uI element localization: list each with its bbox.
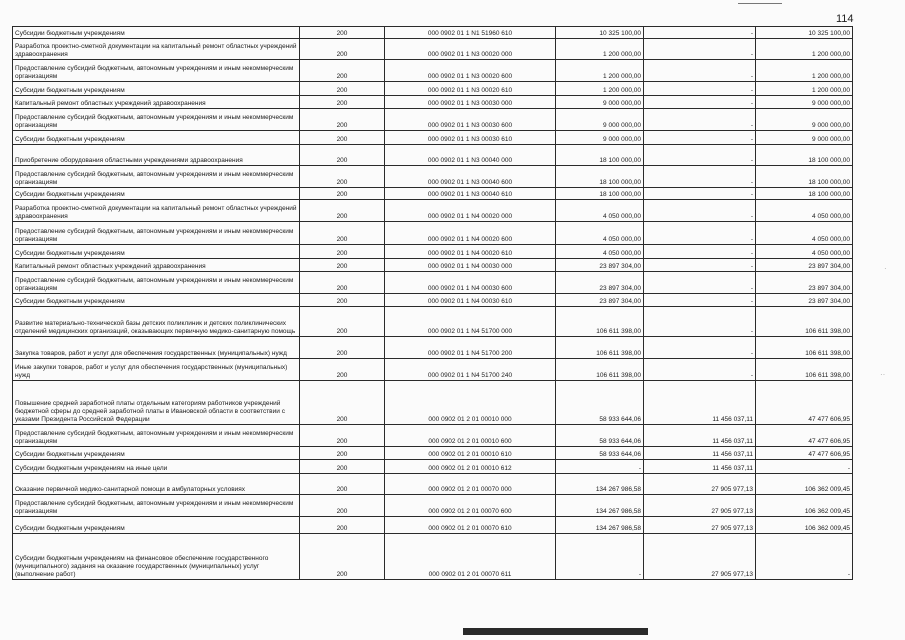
row-code: 200 xyxy=(300,474,385,495)
row-executed-amount: 10 325 100,00 xyxy=(756,27,853,39)
row-code: 200 xyxy=(300,131,385,145)
row-classification-code: 000 0902 01 2 01 00010 612 xyxy=(385,460,556,474)
row-executed-amount: 18 100 000,00 xyxy=(756,188,853,200)
row-classification-code: 000 0902 01 1 N3 00020 610 xyxy=(385,82,556,96)
row-change-amount: 11 456 037,11 xyxy=(644,460,756,474)
budget-table-body xyxy=(13,27,853,580)
row-change-amount: - xyxy=(644,131,756,145)
row-executed-amount: 47 477 606,95 xyxy=(756,425,853,447)
page-number: 114 xyxy=(836,13,854,25)
table-row xyxy=(13,259,853,272)
row-approved-amount: - xyxy=(556,534,644,580)
table-row xyxy=(13,82,853,96)
row-name: Предоставление субсидий бюджетным, автономным учреждениям и иным некоммерческим организациям xyxy=(13,272,300,294)
row-code: 200 xyxy=(300,145,385,166)
row-approved-amount: 106 611 398,00 xyxy=(556,307,644,337)
table-row xyxy=(13,131,853,145)
row-name: Капитальный ремонт областных учреждений здравоохранения xyxy=(13,259,300,272)
row-change-amount: - xyxy=(644,39,756,60)
row-executed-amount: 1 200 000,00 xyxy=(756,60,853,82)
row-classification-code: 000 0902 01 1 N4 00020 600 xyxy=(385,222,556,245)
row-code: 200 xyxy=(300,517,385,534)
row-approved-amount: 58 933 644,06 xyxy=(556,425,644,447)
row-executed-amount: 106 611 398,00 xyxy=(756,337,853,359)
row-executed-amount: 47 477 606,95 xyxy=(756,381,853,425)
budget-table xyxy=(12,26,853,580)
row-approved-amount: 23 897 304,00 xyxy=(556,259,644,272)
row-executed-amount: - xyxy=(756,534,853,580)
row-code: 200 xyxy=(300,294,385,307)
table-row xyxy=(13,447,853,460)
row-name: Предоставление субсидий бюджетным, автономным учреждениям и иным некоммерческим организациям xyxy=(13,109,300,131)
row-approved-amount: 4 050 000,00 xyxy=(556,245,644,259)
row-executed-amount: 18 100 000,00 xyxy=(756,166,853,188)
row-name: Субсидии бюджетным учреждениям xyxy=(13,294,300,307)
row-executed-amount: 106 362 009,45 xyxy=(756,495,853,517)
row-name: Предоставление субсидий бюджетным, автономным учреждениям и иным некоммерческим организациям xyxy=(13,425,300,447)
row-executed-amount: 23 897 304,00 xyxy=(756,259,853,272)
row-code: 200 xyxy=(300,272,385,294)
table-row xyxy=(13,272,853,294)
row-code: 200 xyxy=(300,460,385,474)
row-code: 200 xyxy=(300,39,385,60)
row-classification-code: 000 0902 01 1 N3 00030 610 xyxy=(385,131,556,145)
row-name: Приобретение оборудования областными учреждениями здравоохранения xyxy=(13,145,300,166)
row-name: Субсидии бюджетным учреждениям xyxy=(13,131,300,145)
row-classification-code: 000 0902 01 2 01 00070 610 xyxy=(385,517,556,534)
row-approved-amount: 58 933 644,06 xyxy=(556,381,644,425)
row-classification-code: 000 0902 01 1 N3 00040 610 xyxy=(385,188,556,200)
row-approved-amount: 18 100 000,00 xyxy=(556,145,644,166)
scan-speck: ·· xyxy=(880,370,886,379)
table-row xyxy=(13,39,853,60)
row-code: 200 xyxy=(300,222,385,245)
row-classification-code: 000 0902 01 2 01 00010 600 xyxy=(385,425,556,447)
row-classification-code: 000 0902 01 1 N3 00040 000 xyxy=(385,145,556,166)
row-change-amount: 27 905 977,13 xyxy=(644,517,756,534)
row-classification-code: 000 0902 01 1 N1 51960 610 xyxy=(385,27,556,39)
bottom-bar xyxy=(463,628,648,635)
table-row xyxy=(13,337,853,359)
row-approved-amount: 106 611 398,00 xyxy=(556,359,644,381)
row-change-amount: 27 905 977,13 xyxy=(644,534,756,580)
row-executed-amount: 4 050 000,00 xyxy=(756,222,853,245)
row-name: Разработка проектно-сметной документации на капитальный ремонт областных учреждений здравоохранения xyxy=(13,200,300,222)
table-row xyxy=(13,166,853,188)
table-row xyxy=(13,145,853,166)
row-classification-code: 000 0902 01 2 01 00070 611 xyxy=(385,534,556,580)
row-name: Закупка товаров, работ и услуг для обеспечения государственных (муниципальных) нужд xyxy=(13,337,300,359)
row-classification-code: 000 0902 01 2 01 00070 000 xyxy=(385,474,556,495)
row-executed-amount: 1 200 000,00 xyxy=(756,39,853,60)
row-classification-code: 000 0902 01 1 N3 00030 000 xyxy=(385,96,556,109)
row-classification-code: 000 0902 01 1 N4 51700 000 xyxy=(385,307,556,337)
row-change-amount: 11 456 037,11 xyxy=(644,425,756,447)
row-executed-amount: - xyxy=(756,460,853,474)
row-approved-amount: 1 200 000,00 xyxy=(556,39,644,60)
table-row xyxy=(13,109,853,131)
row-code: 200 xyxy=(300,96,385,109)
row-code: 200 xyxy=(300,337,385,359)
table-row xyxy=(13,294,853,307)
row-classification-code: 000 0902 01 1 N3 00040 600 xyxy=(385,166,556,188)
row-code: 200 xyxy=(300,166,385,188)
row-code: 200 xyxy=(300,307,385,337)
row-approved-amount: 4 050 000,00 xyxy=(556,200,644,222)
row-approved-amount: 1 200 000,00 xyxy=(556,82,644,96)
row-code: 200 xyxy=(300,27,385,39)
row-executed-amount: 47 477 606,95 xyxy=(756,447,853,460)
row-code: 200 xyxy=(300,259,385,272)
row-classification-code: 000 0902 01 1 N3 00030 600 xyxy=(385,109,556,131)
row-classification-code: 000 0902 01 1 N4 00030 600 xyxy=(385,272,556,294)
row-executed-amount: 1 200 000,00 xyxy=(756,82,853,96)
table-row xyxy=(13,96,853,109)
row-classification-code: 000 0902 01 1 N4 00030 610 xyxy=(385,294,556,307)
row-name: Предоставление субсидий бюджетным, автономным учреждениям и иным некоммерческим организациям xyxy=(13,495,300,517)
row-approved-amount: 9 000 000,00 xyxy=(556,96,644,109)
table-row xyxy=(13,474,853,495)
row-name: Субсидии бюджетным учреждениям xyxy=(13,447,300,460)
row-classification-code: 000 0902 01 2 01 00010 000 xyxy=(385,381,556,425)
row-change-amount: - xyxy=(644,307,756,337)
row-approved-amount: 9 000 000,00 xyxy=(556,109,644,131)
row-change-amount: - xyxy=(644,188,756,200)
row-name: Повышение средней заработной платы отдельным категориям работников учреждений бюджетной сферы до средней заработной платы в Ивановской области в соответствии с указами Президента Российской Федерации xyxy=(13,381,300,425)
row-approved-amount: 9 000 000,00 xyxy=(556,131,644,145)
row-classification-code: 000 0902 01 1 N3 00020 600 xyxy=(385,60,556,82)
table-row xyxy=(13,517,853,534)
row-code: 200 xyxy=(300,188,385,200)
row-approved-amount: 134 267 986,58 xyxy=(556,495,644,517)
row-executed-amount: 106 611 398,00 xyxy=(756,307,853,337)
row-code: 200 xyxy=(300,82,385,96)
row-executed-amount: 4 050 000,00 xyxy=(756,245,853,259)
table-row xyxy=(13,27,853,39)
row-approved-amount: 1 200 000,00 xyxy=(556,60,644,82)
table-row xyxy=(13,222,853,245)
row-name: Разработка проектно-сметной документации на капитальный ремонт областных учреждений здравоохранения xyxy=(13,39,300,60)
row-approved-amount: 134 267 986,58 xyxy=(556,474,644,495)
top-rule xyxy=(738,3,782,4)
row-approved-amount: 134 267 986,58 xyxy=(556,517,644,534)
row-classification-code: 000 0902 01 1 N4 51700 240 xyxy=(385,359,556,381)
row-code: 200 xyxy=(300,109,385,131)
row-approved-amount: 23 897 304,00 xyxy=(556,294,644,307)
row-name: Субсидии бюджетным учреждениям xyxy=(13,82,300,96)
row-code: 200 xyxy=(300,359,385,381)
row-classification-code: 000 0902 01 2 01 00070 600 xyxy=(385,495,556,517)
row-classification-code: 000 0902 01 1 N3 00020 000 xyxy=(385,39,556,60)
row-code: 200 xyxy=(300,447,385,460)
row-code: 200 xyxy=(300,534,385,580)
row-classification-code: 000 0902 01 2 01 00010 610 xyxy=(385,447,556,460)
row-change-amount: - xyxy=(644,337,756,359)
row-name: Предоставление субсидий бюджетным, автономным учреждениям и иным некоммерческим организациям xyxy=(13,166,300,188)
row-approved-amount: 23 897 304,00 xyxy=(556,272,644,294)
table-row xyxy=(13,200,853,222)
row-change-amount: 27 905 977,13 xyxy=(644,474,756,495)
row-name: Субсидии бюджетным учреждениям на финансовое обеспечение государственного (муниципального) задания на оказание государственных (муниципальных) услуг (выполнение работ) xyxy=(13,534,300,580)
row-change-amount: - xyxy=(644,109,756,131)
row-approved-amount: 4 050 000,00 xyxy=(556,222,644,245)
row-change-amount: - xyxy=(644,145,756,166)
row-name: Субсидии бюджетным учреждениям xyxy=(13,188,300,200)
table-row xyxy=(13,188,853,200)
row-change-amount: - xyxy=(644,82,756,96)
row-classification-code: 000 0902 01 1 N4 00020 610 xyxy=(385,245,556,259)
row-executed-amount: 106 362 009,45 xyxy=(756,474,853,495)
row-executed-amount: 23 897 304,00 xyxy=(756,294,853,307)
row-approved-amount: - xyxy=(556,460,644,474)
row-approved-amount: 18 100 000,00 xyxy=(556,188,644,200)
row-name: Капитальный ремонт областных учреждений здравоохранения xyxy=(13,96,300,109)
row-name: Предоставление субсидий бюджетным, автономным учреждениям и иным некоммерческим организациям xyxy=(13,60,300,82)
row-change-amount: - xyxy=(644,222,756,245)
scan-speck: · xyxy=(884,264,887,273)
row-executed-amount: 4 050 000,00 xyxy=(756,200,853,222)
row-name: Иные закупки товаров, работ и услуг для обеспечения государственных (муниципальных) нужд xyxy=(13,359,300,381)
table-row xyxy=(13,60,853,82)
row-executed-amount: 9 000 000,00 xyxy=(756,96,853,109)
row-approved-amount: 58 933 644,06 xyxy=(556,447,644,460)
row-executed-amount: 106 611 398,00 xyxy=(756,359,853,381)
row-executed-amount: 23 897 304,00 xyxy=(756,272,853,294)
row-change-amount: - xyxy=(644,166,756,188)
row-approved-amount: 10 325 100,00 xyxy=(556,27,644,39)
row-change-amount: - xyxy=(644,200,756,222)
row-change-amount: - xyxy=(644,359,756,381)
row-executed-amount: 106 362 009,45 xyxy=(756,517,853,534)
table-row xyxy=(13,245,853,259)
row-code: 200 xyxy=(300,245,385,259)
row-change-amount: 11 456 037,11 xyxy=(644,381,756,425)
row-executed-amount: 9 000 000,00 xyxy=(756,109,853,131)
row-change-amount: - xyxy=(644,294,756,307)
row-approved-amount: 18 100 000,00 xyxy=(556,166,644,188)
table-row xyxy=(13,307,853,337)
row-code: 200 xyxy=(300,381,385,425)
row-name: Оказание первичной медико-санитарной помощи в амбулаторных условиях xyxy=(13,474,300,495)
row-name: Субсидии бюджетным учреждениям xyxy=(13,517,300,534)
table-row xyxy=(13,495,853,517)
row-classification-code: 000 0902 01 1 N4 00030 000 xyxy=(385,259,556,272)
row-executed-amount: 9 000 000,00 xyxy=(756,131,853,145)
row-name: Развитие материально-технической базы детских поликлиник и детских поликлинических отделений медицинских организаций, оказывающих первичную медико-санитарную помощь xyxy=(13,307,300,337)
table-row xyxy=(13,460,853,474)
row-code: 200 xyxy=(300,200,385,222)
row-code: 200 xyxy=(300,425,385,447)
row-classification-code: 000 0902 01 1 N4 00020 000 xyxy=(385,200,556,222)
row-change-amount: - xyxy=(644,245,756,259)
row-approved-amount: 106 611 398,00 xyxy=(556,337,644,359)
row-change-amount: 11 456 037,11 xyxy=(644,447,756,460)
row-name: Субсидии бюджетным учреждениям xyxy=(13,27,300,39)
row-name: Предоставление субсидий бюджетным, автономным учреждениям и иным некоммерческим организациям xyxy=(13,222,300,245)
row-code: 200 xyxy=(300,60,385,82)
row-executed-amount: 18 100 000,00 xyxy=(756,145,853,166)
row-name: Субсидии бюджетным учреждениям xyxy=(13,245,300,259)
row-classification-code: 000 0902 01 1 N4 51700 200 xyxy=(385,337,556,359)
row-change-amount: - xyxy=(644,96,756,109)
table-row xyxy=(13,381,853,425)
table-row xyxy=(13,534,853,580)
row-change-amount: - xyxy=(644,60,756,82)
row-change-amount: 27 905 977,13 xyxy=(644,495,756,517)
row-change-amount: - xyxy=(644,27,756,39)
table-row xyxy=(13,359,853,381)
table-row xyxy=(13,425,853,447)
row-change-amount: - xyxy=(644,259,756,272)
row-code: 200 xyxy=(300,495,385,517)
row-change-amount: - xyxy=(644,272,756,294)
row-name: Субсидии бюджетным учреждениям на иные цели xyxy=(13,460,300,474)
